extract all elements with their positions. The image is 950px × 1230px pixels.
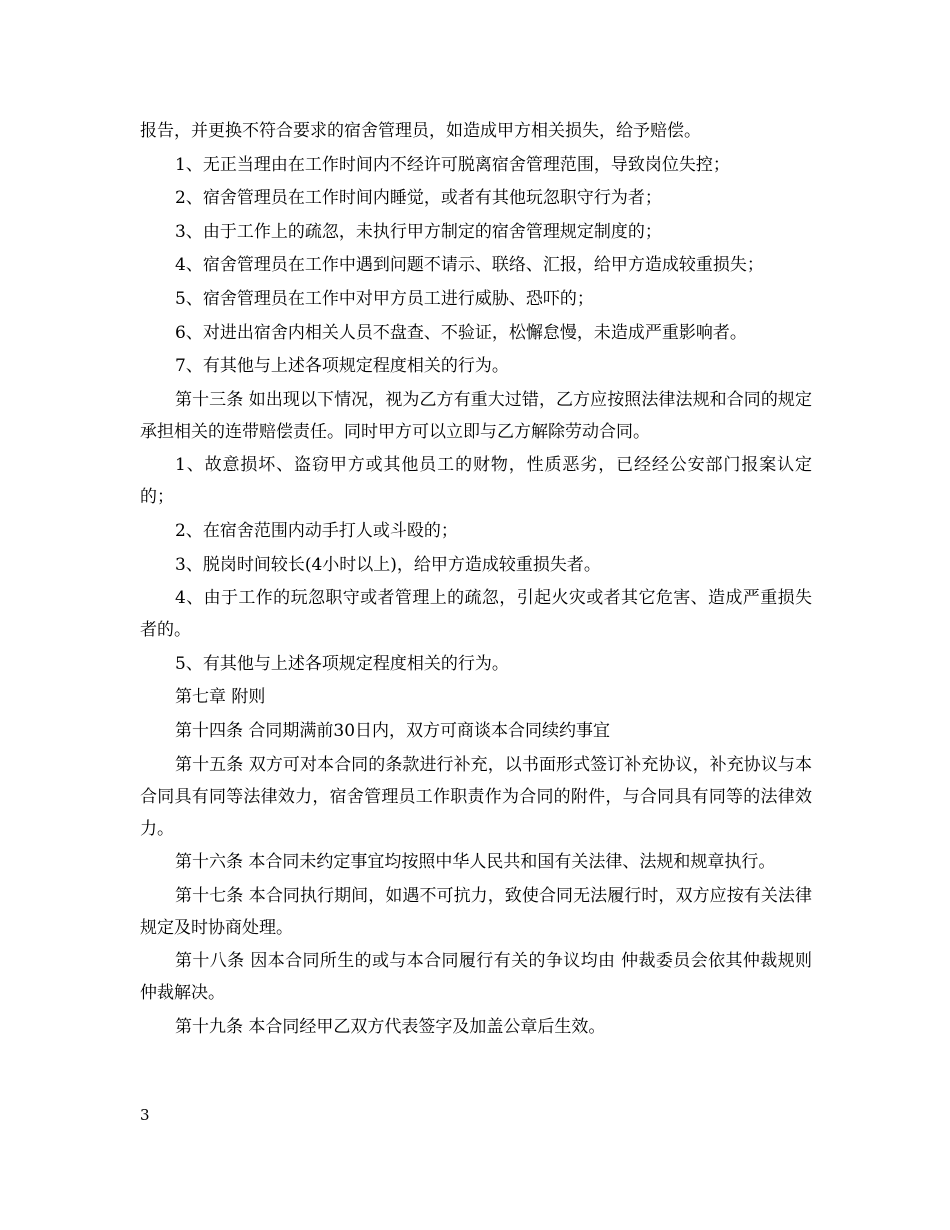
list-item: 1、无正当理由在工作时间内不经许可脱离宿舍管理范围，导致岗位失控； (175, 154, 730, 175)
list-item: 3、脱岗时间较长(4小时以上)，给甲方造成较重损失者。 (175, 554, 601, 575)
list-item: 5、有其他与上述各项规定程度相关的行为。 (175, 653, 509, 674)
article-19: 第十九条 本合同经甲乙双方代表签字及加盖公章后生效。 (175, 1016, 606, 1037)
list-item: 5、宿舍管理员在工作中对甲方员工进行威胁、恐吓的； (175, 288, 594, 309)
article-17: 第十七条 本合同执行期间，如遇不可抗力，致使合同无法履行时，双方应按有关法律规定及时协商处理。 (140, 885, 812, 938)
list-item: 1、故意损坏、盗窃甲方或其他员工的财物，性质恶劣，已经经公安部门报案认定的； (140, 455, 812, 508)
list-item: 4、宿舍管理员在工作中遇到问题不请示、联络、汇报，给甲方造成较重损失； (175, 255, 764, 276)
list-item: 3、由于工作上的疏忽，未执行甲方制定的宿舍管理规定制度的； (175, 221, 662, 242)
list-item: 2、在宿舍范围内动手打人或斗殴的； (175, 520, 458, 541)
document-body (140, 115, 812, 1044)
list-item: 7、有其他与上述各项规定程度相关的行为。 (175, 356, 509, 377)
article-18: 第十八条 因本合同所生的或与本合同履行有关的争议均由 仲裁委员会依其仲裁规则仲裁解决。 (140, 951, 812, 1004)
list-item: 4、由于工作的玩忽职守或者管理上的疏忽，引起火灾或者其它危害、造成严重损失者的。 (140, 588, 812, 641)
list-item: 2、宿舍管理员在工作时间内睡觉，或者有其他玩忽职守行为者； (175, 188, 662, 209)
article-16: 第十六条 本合同未约定事宜均按照中华人民共和国有关法律、法规和规章执行。 (175, 852, 776, 873)
page-number: 3 (140, 1106, 150, 1124)
list-item: 6、对进出宿舍内相关人员不盘查、不验证，松懈怠慢，未造成严重影响者。 (175, 322, 747, 343)
paragraph: 报告，并更换不符合要求的宿舍管理员，如造成甲方相关损失，给予赔偿。 (140, 121, 701, 141)
article-13: 第十三条 如出现以下情况，视为乙方有重大过错，乙方应按照法律法规和合同的规定承担相关的连带赔偿责任。同时甲方可以立即与乙方解除劳动合同。 (140, 389, 812, 442)
article-14: 第十四条 合同期满前30日内，双方可商谈本合同续约事宜 (175, 720, 611, 741)
chapter-heading: 第七章 附则 (175, 687, 266, 708)
article-15: 第十五条 双方可对本合同的条款进行补充，以书面形式签订补充协议，补充协议与本合同具有同等法律效力，宿舍管理员工作职责作为合同的附件，与合同具有同等的法律效力。 (140, 754, 812, 839)
